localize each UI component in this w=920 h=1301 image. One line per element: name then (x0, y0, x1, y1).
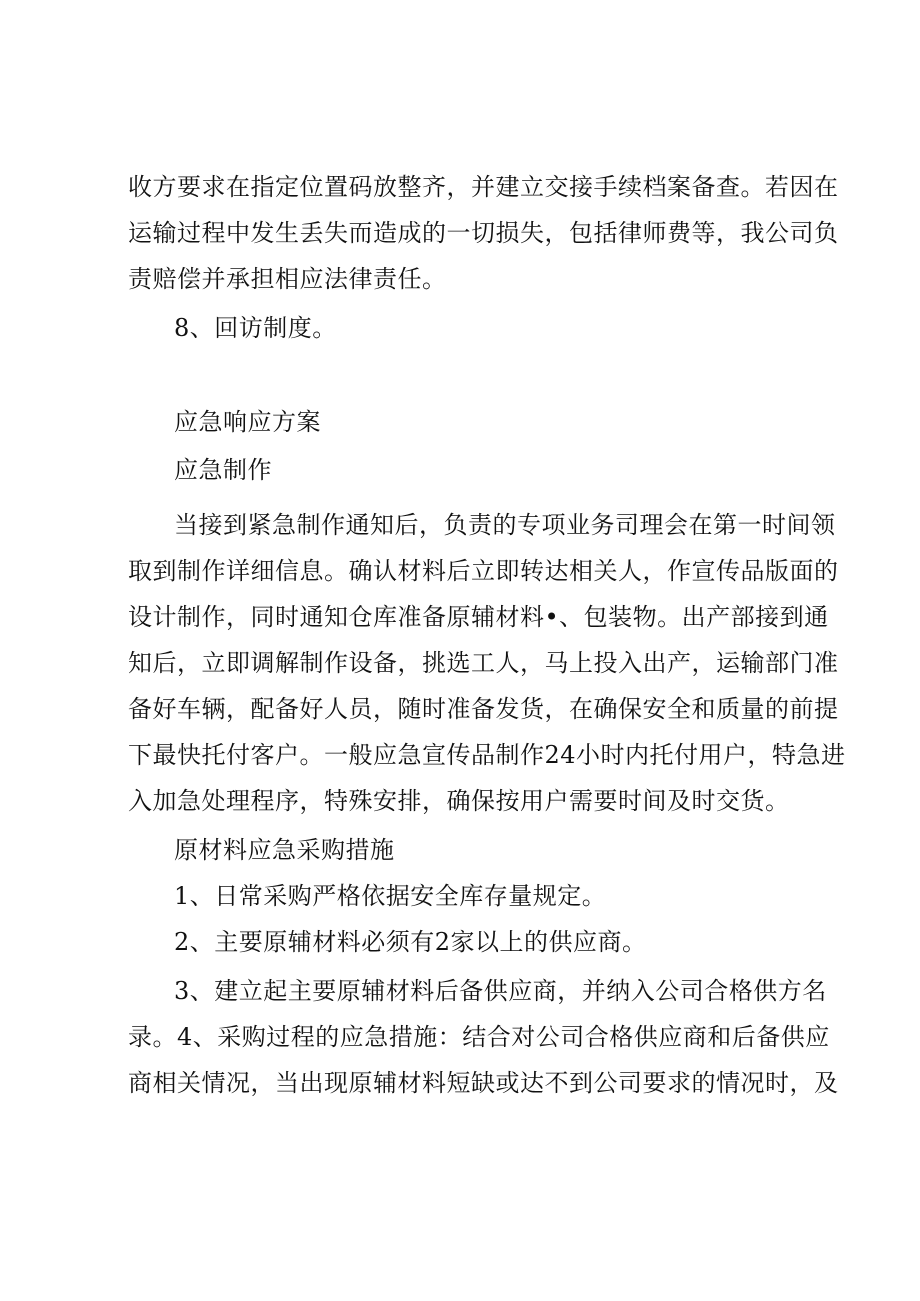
text-line: 下最快托付客户。一般应急宣传品制作24小时内托付用户，特急进 (128, 741, 846, 769)
text-line: 备好车辆，配备好人员，随时准备发货，在确保安全和质量的前提 (128, 695, 839, 723)
text-line: 责赔偿并承担相应法律责任。 (128, 265, 447, 293)
text-line: 收方要求在指定位置码放整齐，并建立交接手续档案备查。若因在 (128, 173, 839, 201)
list-item: 1、日常采购严格依据安全库存量规定。 (174, 882, 607, 910)
list-item: 3、建立起主要原辅材料后备供应商，并纳入公司合格供方名 (174, 977, 827, 1005)
text-line: 运输过程中发生丢失而造成的一切损失，包括律师费等，我公司负 (128, 219, 839, 247)
text-line: 知后，立即调解制作设备，挑选工人，马上投入出产，运输部门准 (128, 649, 839, 677)
subsection-heading: 原材料应急采购措施 (174, 836, 395, 864)
text-line: 入加急处理程序，特殊安排，确保按用户需要时间及时交货。 (128, 787, 790, 815)
list-item: 2、主要原辅材料必须有2家以上的供应商。 (174, 928, 647, 956)
text-line: 当接到紧急制作通知后，负责的专项业务司理会在第一时间领 (174, 511, 836, 539)
text-line: 设计制作，同时通知仓库准备原辅材料•、包装物。出产部接到通 (128, 603, 829, 631)
text-line: 商相关情况，当出现原辅材料短缺或达不到公司要求的情况时，及 (128, 1069, 839, 1097)
text-line: 取到制作详细信息。确认材料后立即转达相关人，作宣传品版面的 (128, 557, 839, 585)
text-line: 录。4、采购过程的应急措施：结合对公司合格供应商和后备供应 (128, 1023, 830, 1051)
subsection-heading: 应急制作 (174, 456, 272, 484)
section-heading: 应急响应方案 (174, 408, 321, 436)
section-item: 8、回访制度。 (174, 314, 337, 342)
